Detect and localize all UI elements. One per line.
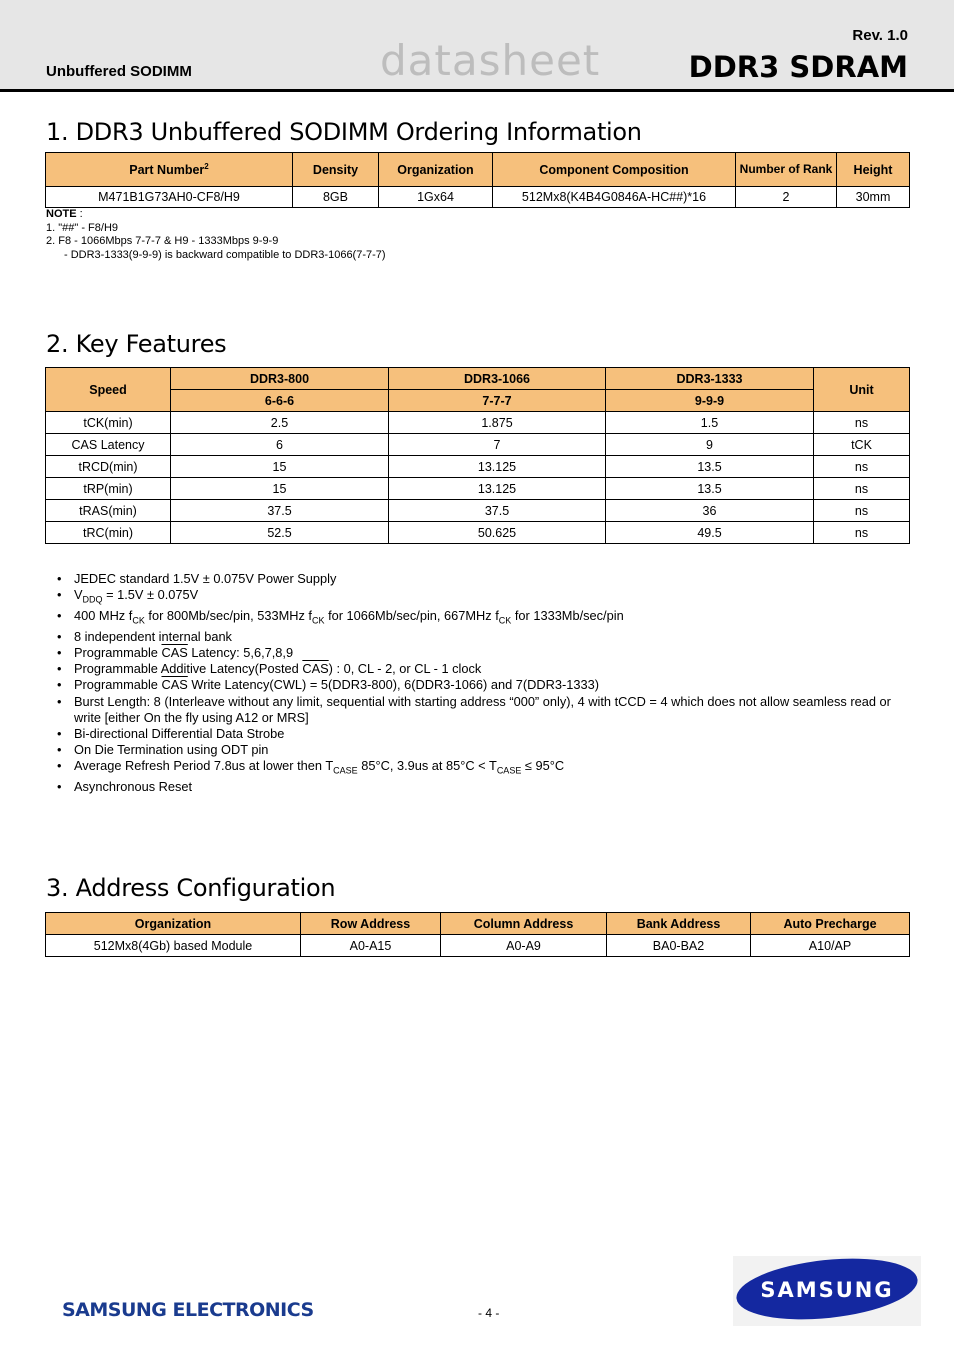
col-ddr3-1333: DDR3-1333 xyxy=(606,368,814,390)
param-unit: tCK xyxy=(814,434,910,456)
address-config-table xyxy=(45,912,910,957)
note-item: - DDR3-1333(9-9-9) is backward compatible to DDR3-1066(7-7-7) xyxy=(64,248,386,261)
cl-ddr3-1333: 9-9-9 xyxy=(606,390,814,412)
ordering-notes xyxy=(46,208,386,262)
product-type: Unbuffered SODIMM xyxy=(46,63,192,80)
list-item: • 400 MHz $f_{CK}$ for 800Mb/sec/pin, 533MHz $f_{CK}$ for 1066Mb/sec/pin, 667MHz $f_{CK}$ for 1333Mb/sec/pin xyxy=(57,608,902,629)
table-row xyxy=(46,500,910,522)
col-speed: Speed xyxy=(46,368,171,412)
param-value: 15 xyxy=(171,456,389,478)
col-organization: Organization xyxy=(379,153,493,187)
cl-ddr3-1066: 7-7-7 xyxy=(389,390,606,412)
key-features-heading: 2. Key Features xyxy=(46,330,227,358)
param-value: 6 xyxy=(171,434,389,456)
cell-auto-precharge: A10/AP xyxy=(751,935,910,957)
note-label-line: NOTE : xyxy=(46,208,83,220)
list-item: • On Die Termination using ODT pin xyxy=(57,742,902,758)
page-header xyxy=(0,0,954,92)
param-value: 2.5 xyxy=(171,412,389,434)
table-row xyxy=(46,187,910,208)
cell-row-address: A0-A15 xyxy=(301,935,441,957)
param-value: 13.125 xyxy=(389,456,606,478)
ordering-header-row xyxy=(46,153,910,187)
feature-list xyxy=(57,571,902,795)
table-row xyxy=(46,434,910,456)
param-unit: ns xyxy=(814,478,910,500)
col-component: Component Composition xyxy=(493,153,736,187)
param-value: 37.5 xyxy=(171,500,389,522)
col-organization: Organization xyxy=(46,913,301,935)
param-unit: ns xyxy=(814,412,910,434)
param-name: tCK(min) xyxy=(46,412,171,434)
list-item: • Programmable Additive Latency(Posted $\overline{CAS}$) : 0, CL - 2, or CL - 1 clock xyxy=(57,661,902,677)
samsung-logo-text: SAMSUNG xyxy=(760,1278,894,1302)
col-density: Density xyxy=(293,153,379,187)
cell-component: 512Mx8(K4B4G0846A-HC##)*16 xyxy=(493,187,736,208)
col-ddr3-800: DDR3-800 xyxy=(171,368,389,390)
col-part-number: Part Number$^2$ xyxy=(46,153,293,187)
list-item: • $V_{DDQ} = 1.5V \pm 0.075V$ xyxy=(57,587,902,608)
ordering-info-table xyxy=(45,152,910,208)
address-header-row xyxy=(46,913,910,935)
cell-rank: 2 xyxy=(736,187,837,208)
list-item: • Burst Length: 8 (Interleave without any limit, sequential with starting address “000” only), 4 with tCCD = 4 which does not allow seamless read or write [either On the fly using A12 or MRS] xyxy=(57,694,902,726)
param-unit: ns xyxy=(814,500,910,522)
param-value: 1.875 xyxy=(389,412,606,434)
table-row xyxy=(46,478,910,500)
list-item: • JEDEC standard 1.5V ± 0.075V Power Supply xyxy=(57,571,902,587)
col-row-address: Row Address xyxy=(301,913,441,935)
revision-label: Rev. 1.0 xyxy=(852,27,908,44)
ordering-info-heading: 1. DDR3 Unbuffered SODIMM Ordering Information xyxy=(46,118,642,146)
key-features-table xyxy=(45,367,910,544)
col-height: Height xyxy=(837,153,910,187)
table-row xyxy=(46,522,910,544)
cl-ddr3-800: 6-6-6 xyxy=(171,390,389,412)
features-cl-row xyxy=(46,390,910,412)
col-rank: Number of Rank xyxy=(736,153,837,187)
param-value: 7 xyxy=(389,434,606,456)
list-item: • Programmable $\overline{CAS}$ Write Latency(CWL) = 5(DDR3-800), 6(DDR3-1066) and 7(DDR3-1333) xyxy=(57,677,902,693)
param-name: CAS Latency xyxy=(46,434,171,456)
param-name: tRC(min) xyxy=(46,522,171,544)
table-row xyxy=(46,412,910,434)
param-value: 1.5 xyxy=(606,412,814,434)
param-name: tRCD(min) xyxy=(46,456,171,478)
cell-organization: 1Gx64 xyxy=(379,187,493,208)
col-unit: Unit xyxy=(814,368,910,412)
param-unit: ns xyxy=(814,456,910,478)
list-item: • Bi-directional Differential Data Strobe xyxy=(57,726,902,742)
page-number: - 4 - xyxy=(478,1306,500,1320)
param-value: 13.5 xyxy=(606,478,814,500)
cell-part-number: M471B1G73AH0-CF8/H9 xyxy=(46,187,293,208)
cell-bank-address: BA0-BA2 xyxy=(607,935,751,957)
param-value: 13.125 xyxy=(389,478,606,500)
param-value: 52.5 xyxy=(171,522,389,544)
cell-column-address: A0-A9 xyxy=(441,935,607,957)
features-header-row xyxy=(46,368,910,390)
table-row xyxy=(46,935,910,957)
col-column-address: Column Address xyxy=(441,913,607,935)
col-bank-address: Bank Address xyxy=(607,913,751,935)
cell-organization: 512Mx8(4Gb) based Module xyxy=(46,935,301,957)
samsung-logo-graphic xyxy=(733,1256,921,1326)
param-unit: ns xyxy=(814,522,910,544)
param-value: 15 xyxy=(171,478,389,500)
datasheet-watermark: datasheet xyxy=(380,36,601,85)
param-value: 13.5 xyxy=(606,456,814,478)
param-value: 49.5 xyxy=(606,522,814,544)
samsung-logo xyxy=(733,1256,921,1326)
company-name: SAMSUNG ELECTRONICS xyxy=(62,1299,314,1321)
param-value: 50.625 xyxy=(389,522,606,544)
address-config-heading: 3. Address Configuration xyxy=(46,874,336,902)
param-value: 37.5 xyxy=(389,500,606,522)
document-title: DDR3 SDRAM xyxy=(688,50,908,84)
list-item: • 8 independent internal bank xyxy=(57,629,902,645)
table-row xyxy=(46,456,910,478)
cell-height: 30mm xyxy=(837,187,910,208)
note-item: 2. F8 - 1066Mbps 7-7-7 & H9 - 1333Mbps 9-9-9 xyxy=(46,235,279,247)
param-name: tRP(min) xyxy=(46,478,171,500)
param-name: tRAS(min) xyxy=(46,500,171,522)
param-value: 9 xyxy=(606,434,814,456)
param-value: 36 xyxy=(606,500,814,522)
note-item: 1. "##" - F8/H9 xyxy=(46,221,119,234)
col-ddr3-1066: DDR3-1066 xyxy=(389,368,606,390)
list-item: • Programmable $\overline{CAS}$ Latency: 5,6,7,8,9 xyxy=(57,645,902,661)
list-item: • Asynchronous Reset xyxy=(57,779,902,795)
cell-density: 8GB xyxy=(293,187,379,208)
list-item: • Average Refresh Period 7.8us at lower then $T_{CASE}$ 85°C, 3.9us at $85^\circ C < T_{CASE} \le 95^\circ C$ xyxy=(57,758,902,779)
col-auto-precharge: Auto Precharge xyxy=(751,913,910,935)
